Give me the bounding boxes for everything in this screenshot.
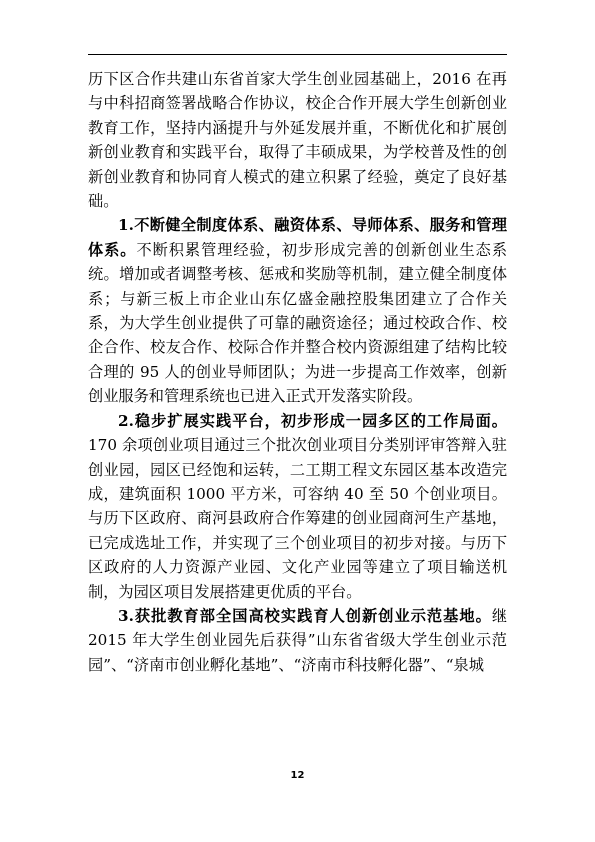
paragraph-text: 继2015 年大学生创业园先后获得”山东省省级大学生创业示范园”、“济南市创业孵化基地”、“济南市科技孵化器”、“泉城 — [88, 606, 507, 674]
document-body — [88, 67, 507, 677]
paragraph-text: 170 余项创业项目通过三个批次创业项目分类别评审答辩入驻创业园，园区已经饱和运转，二工期工程文东园区基本改造完成，建筑面积 1000 平方米，可容纳 40 至 50 个创业项目。与历下区政府、商河县政府合作筹建的创业园商河生产基地，已完成选址工作，并实现了三个创业项目的初步对接。与历下区政府的人力资源产业园、文化产业园等建立了项目输送机制，为园区项目发展搭建更优质的平台。 — [88, 436, 507, 601]
paragraph-heading: 2.稳步扩展实践平台，初步形成一园多区的工作局面。 — [118, 411, 507, 430]
page-number: 12 — [290, 770, 305, 781]
paragraph-text: 历下区合作共建山东省首家大学生创业园基础上，2016 在再与中科招商签署战略合作协议，校企合作开展大学生创新创业教育工作，坚持内涵提升与外延发展并重，不断优化和扩展创新创业教育和实践平台，取得了丰硕成果，为学校普及性的创新创业教育和协同育人模式的建立积累了经验，奠定了良好基础。 — [88, 70, 507, 211]
paragraph-heading: 1.不断健全制度体系、融资体系、导师体系、服务和管理体系。 — [88, 216, 507, 259]
paragraph-platform — [88, 409, 507, 604]
paragraph-heading: 3.获批教育部全国高校实践育人创新创业示范基地。 — [118, 606, 492, 625]
paragraph-intro — [88, 67, 507, 213]
paragraph-text: 不断积累管理经验，初步形成完善的创新创业生态系统。增加或者调整考核、惩戒和奖励等机制，建立健全制度体系；与新三板上市企业山东亿盛金融控股集团建立了合作关系，为大学生创业提供了可靠的融资途径；通过校政合作、校企合作、校友合作、校际合作并整合校内资源组建了结构比较合理的 95 人的创业导师团队；为进一步提高工作效率，创新创业服务和管理系统也已进入正式开发落实阶段。 — [88, 240, 508, 406]
paragraph-base — [88, 604, 507, 677]
header-rule — [88, 54, 507, 55]
paragraph-system — [88, 213, 507, 408]
